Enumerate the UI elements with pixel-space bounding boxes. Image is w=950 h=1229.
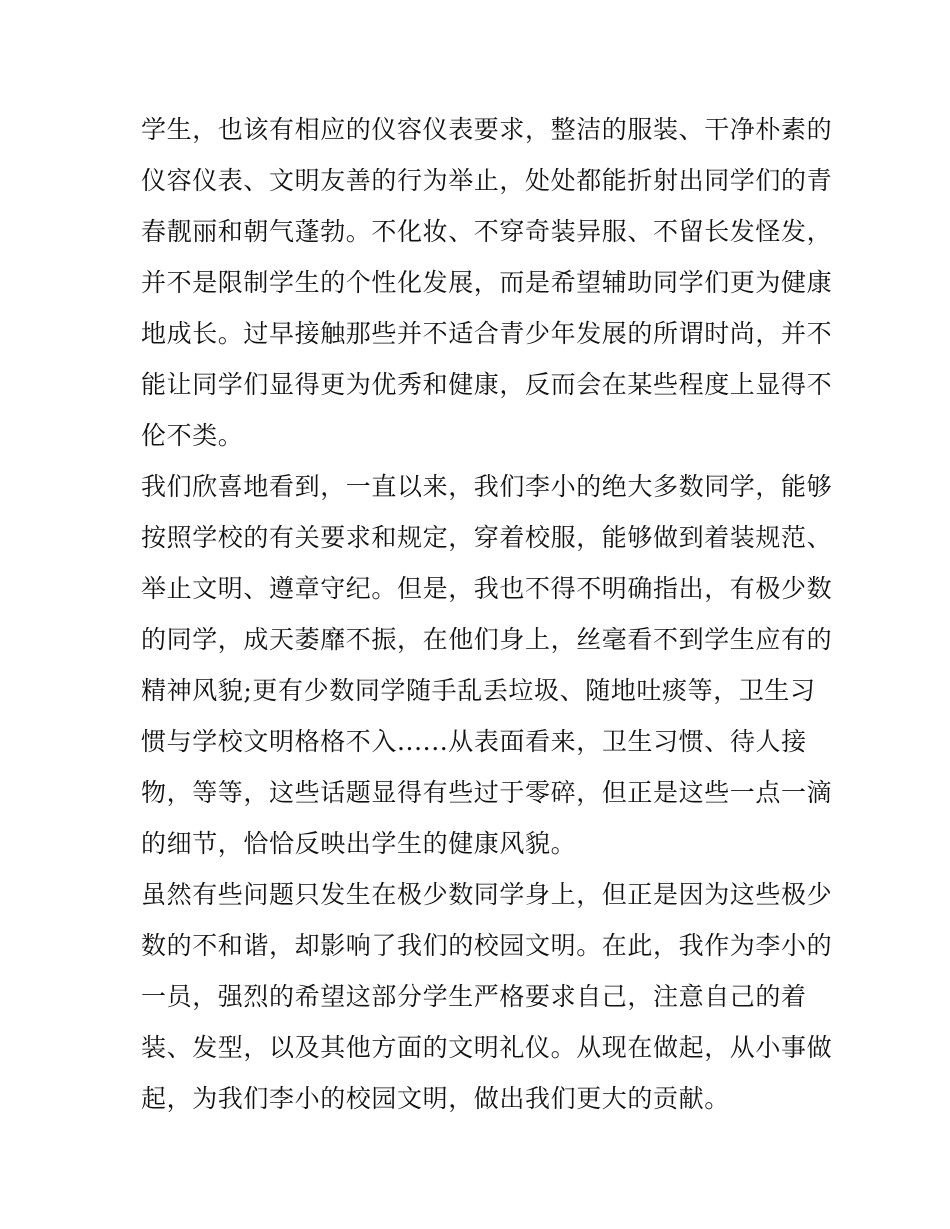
- text-line: 虽然有些问题只发生在极少数同学身上，但正是因为这些极少: [141, 880, 833, 909]
- text-line: 物，等等，这些话题显得有些过于零碎，但正是这些一点一滴: [141, 778, 833, 807]
- text-line: 我们欣喜地看到，一直以来，我们李小的绝大多数同学，能够: [141, 472, 833, 501]
- text-line: 举止文明、遵章守纪。但是，我也不得不明确指出，有极少数: [141, 574, 833, 603]
- text-line: 仪容仪表、文明友善的行为举止，处处都能折射出同学们的青: [141, 166, 833, 195]
- text-line: 伦不类。: [141, 421, 244, 450]
- paragraph: [141, 869, 833, 1124]
- text-line: 的细节，恰恰反映出学生的健康风貌。: [141, 829, 577, 858]
- text-line: 的同学，成天萎靡不振，在他们身上，丝毫看不到学生应有的: [141, 625, 833, 654]
- text-line: 地成长。过早接触那些并不适合青少年发展的所谓时尚，并不: [141, 319, 833, 348]
- text-line: 能让同学们显得更为优秀和健康，反而会在某些程度上显得不: [141, 370, 833, 399]
- paragraph: [141, 461, 833, 869]
- text-line: 一员，强烈的希望这部分学生严格要求自己，注意自己的着: [141, 982, 807, 1011]
- text-line: 惯与学校文明格格不入......从表面看来，卫生习惯、待人接: [141, 727, 807, 756]
- text-line: 数的不和谐，却影响了我们的校园文明。在此，我作为李小的: [141, 931, 833, 960]
- text-line: 起，为我们李小的校园文明，做出我们更大的贡献。: [141, 1084, 730, 1113]
- document-body: [141, 104, 833, 1124]
- paragraph: [141, 104, 833, 461]
- text-line: 装、发型，以及其他方面的文明礼仪。从现在做起，从小事做: [141, 1033, 833, 1062]
- text-line: 春靓丽和朝气蓬勃。不化妆、不穿奇装异服、不留长发怪发，: [141, 217, 833, 246]
- text-line: 并不是限制学生的个性化发展，而是希望辅助同学们更为健康: [141, 268, 833, 297]
- text-line: 按照学校的有关要求和规定，穿着校服，能够做到着装规范、: [141, 523, 833, 552]
- text-line: 精神风貌;更有少数同学随手乱丢垃圾、随地吐痰等，卫生习: [141, 676, 816, 705]
- text-line: 学生，也该有相应的仪容仪表要求，整洁的服装、干净朴素的: [141, 115, 833, 144]
